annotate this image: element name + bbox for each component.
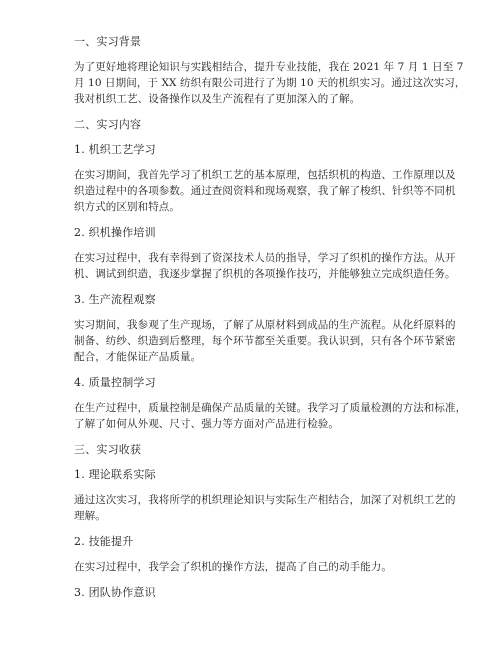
paragraph-line: 机、调试到织造，我逐步掌握了织机的各项操作技巧，并能够独立完成织造任务。: [74, 268, 456, 280]
skill-improvement-paragraph: [74, 559, 436, 575]
background-paragraph: [74, 59, 466, 107]
paragraph-line: 了解了如何从外观、尺寸、强力等方面对产品进行检验。: [74, 418, 339, 430]
quality-control-paragraph: [74, 400, 467, 432]
paragraph-line: 我对机织工艺、设备操作以及生产流程有了更加深入的了解。: [74, 93, 361, 105]
paragraph-line: 织方式的区别和特点。: [74, 201, 180, 213]
loom-training-paragraph: [74, 250, 456, 282]
paragraph-line: 在实习过程中，我有幸得到了资深技术人员的指导，学习了织机的操作方法。从开: [74, 252, 456, 264]
paragraph-line: 配合，才能保证产品质量。: [74, 351, 202, 363]
item-heading-quality-control: 4. 质量控制学习: [74, 376, 156, 389]
section-heading-content: 二、实习内容: [74, 118, 142, 131]
item-heading-skill-improvement: 2. 技能提升: [74, 535, 134, 548]
theory-practice-paragraph: [74, 492, 456, 524]
section-heading-gains: 三、实习收获: [74, 443, 142, 456]
item-heading-teamwork: 3. 团队协作意识: [74, 586, 156, 599]
weaving-process-paragraph: [74, 167, 456, 215]
item-heading-weaving-process: 1. 机织工艺学习: [74, 143, 156, 156]
paragraph-line: 在生产过程中，质量控制是确保产品质量的关键。我学习了质量检测的方法和标准，: [74, 402, 467, 414]
paragraph-line: 实习期间，我参观了生产现场，了解了从原材料到成品的生产流程。从化纤原料的: [74, 319, 456, 331]
paragraph-line: 为了更好地将理论知识与实践相结合，提升专业技能，我在 2021 年 7 月 1 日至 7: [74, 61, 464, 73]
paragraph-line: 在实习期间，我首先学习了机织工艺的基本原理，包括织机的构造、工作原理以及: [74, 169, 456, 181]
paragraph-line: 制备、纺纱、织造到后整理，每个环节都至关重要。我认识到，只有各个环节紧密: [74, 335, 456, 347]
section-heading-background: 一、实习背景: [74, 35, 142, 48]
item-heading-production-flow: 3. 生产流程观察: [74, 293, 156, 306]
paragraph-line: 理解。: [74, 510, 106, 522]
paragraph-line: 织造过程中的各项参数。通过查阅资料和现场观察，我了解了梭织、针织等不同机: [74, 185, 456, 197]
item-heading-loom-training: 2. 织机操作培训: [74, 226, 156, 239]
paragraph-line: 在实习过程中，我学会了织机的操作方法，提高了自己的动手能力。: [74, 561, 392, 573]
item-heading-theory-practice: 1. 理论联系实际: [74, 468, 156, 481]
paragraph-line: 通过这次实习，我将所学的机织理论知识与实际生产相结合，加深了对机织工艺的: [74, 494, 456, 506]
production-flow-paragraph: [74, 317, 456, 365]
paragraph-line: 月 10 日期间，于 XX 纺织有限公司进行了为期 10 天的机织实习。通过这次实习，: [74, 77, 466, 89]
